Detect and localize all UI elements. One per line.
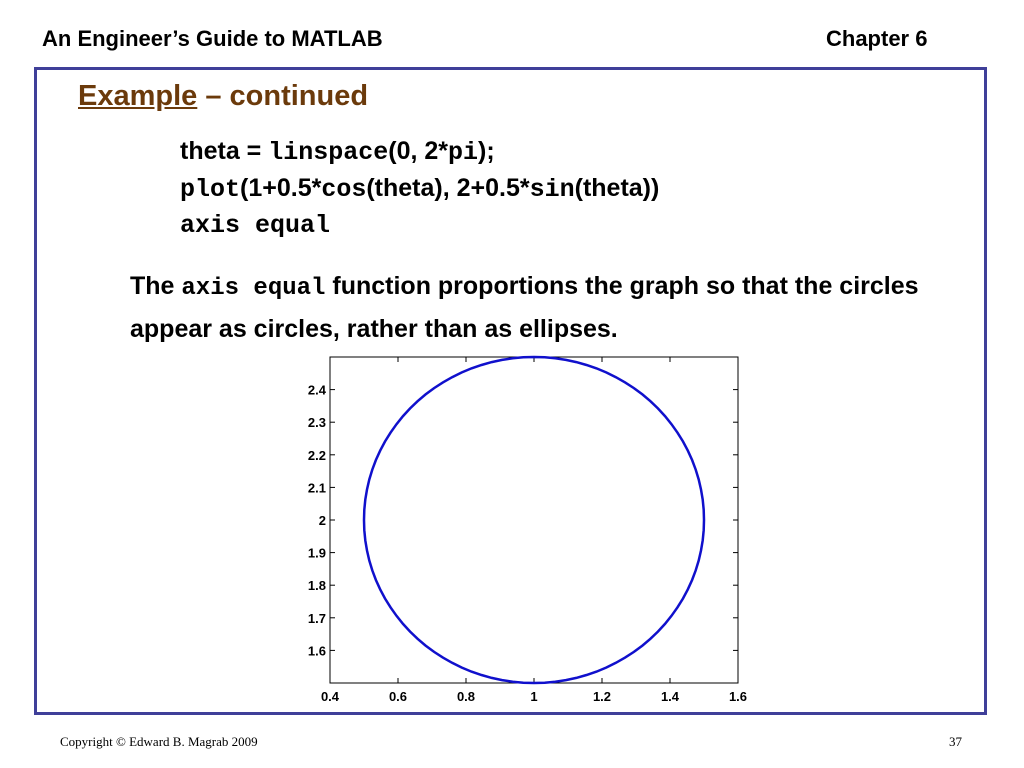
heading-example: Example [78,80,198,112]
code-l2-c: cos [321,175,367,204]
code-line-3: axis equal [180,211,331,240]
y-tick-label: 2.1 [307,480,326,496]
y-tick-label: 1.9 [307,545,326,561]
plot-area [308,357,747,704]
x-tick-label: 1 [530,689,538,704]
footer-page-number: 37 [949,734,962,749]
code-l2-e: sin [529,175,575,204]
code-l2-d: (theta), 2+0.5* [366,174,530,202]
y-tick-label: 1.7 [307,610,326,626]
slide-heading [78,80,368,113]
circle-plot [290,350,750,710]
heading-continued: – continued [197,80,369,112]
code-l1-b: linspace [268,138,389,167]
description-paragraph [130,266,980,349]
code-l2-f: (theta)) [574,174,660,202]
y-tick-label: 2.3 [307,415,326,431]
code-line-2 [180,174,659,204]
para-code: axis equal [181,275,326,302]
y-tick-label: 2.4 [307,382,326,398]
y-tick-label: 1.6 [307,643,326,659]
header-title: An Engineer’s Guide to MATLAB [42,26,383,51]
y-tick-label: 1.8 [307,578,326,594]
x-tick-label: 0.6 [388,689,408,704]
x-tick-label: 0.8 [456,689,476,704]
y-tick-label: 2 [318,513,326,528]
code-l1-d: pi [448,138,479,167]
x-tick-label: 1.2 [592,689,612,704]
code-l1-e: ); [478,137,495,165]
code-l2-a: plot [180,175,241,204]
y-tick-label: 2.2 [307,447,326,463]
x-tick-label: 1.4 [660,689,680,704]
para-after: function proportions the graph so that the circles appear as circles, rather than as ellipses. [130,272,919,343]
footer-copyright: Copyright © Edward B. Magrab 2009 [60,734,258,749]
x-tick-label: 1.6 [728,689,748,704]
axes-box [330,357,738,683]
code-line-1 [180,137,495,167]
para-before: The [130,272,182,300]
code-l1-c: (0, 2* [388,137,449,165]
header-chapter: Chapter 6 [826,26,928,51]
code-l1-a: theta = [180,137,269,165]
x-tick-label: 0.4 [320,689,340,704]
code-l2-b: (1+0.5* [240,174,322,202]
